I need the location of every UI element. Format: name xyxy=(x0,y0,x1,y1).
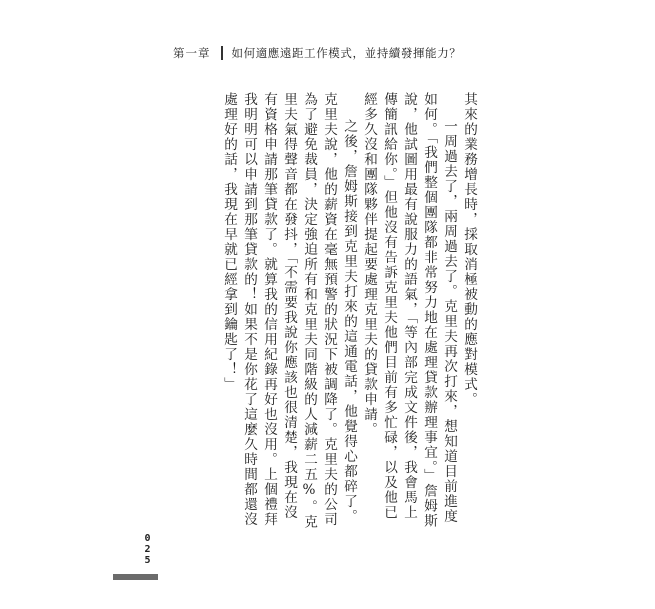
running-header xyxy=(173,44,461,62)
chapter-label: 第一章 xyxy=(173,46,211,60)
body-text xyxy=(219,92,479,532)
page-number: 025 xyxy=(142,533,153,566)
header-divider xyxy=(221,46,223,60)
paragraph: 之後，詹姆斯接到克里夫打來的這通電話，他覺得心都碎了。克里夫說，他的薪資在毫無預警的狀況下被調降了。克里夫的公司為了避免裁員，決定強迫所有和克里夫同階級的人減薪二五%。克里夫氣得聲音都在發抖，「不需要我說你應該也很清楚，我現在沒有資格申請那筆貸款了。就算我的信用紀錄再好也沒用。上個禮拜我明明可以申請到那筆貸款的！如果不是你花了這麼久時間都還沒處理好的話，我現在早就已經拿到鑰匙了！」 xyxy=(221,92,357,530)
chapter-title: 如何適應遠距工作模式，並持續發揮能力？ xyxy=(231,46,462,60)
paragraph-continuation: 其來的業務增長時，採取消極被動的應對模式。 xyxy=(461,92,477,407)
paragraph: 一周過去了，兩周過去了。克里夫再次打來，想知道目前進度如何。「我們整個團隊都非常努力地在處理貸款辦理事宜。」詹姆斯說，他試圖用最有說服力的語氣，「等內部完成文件後，我會馬上傳簡訊給你。」但他沒有告訴克里夫他們目前有多忙碌，以及他已經多久沒和團隊夥伴提起要處理克里夫的貸款申請。 xyxy=(361,92,457,529)
page-marker-bar xyxy=(113,574,158,580)
